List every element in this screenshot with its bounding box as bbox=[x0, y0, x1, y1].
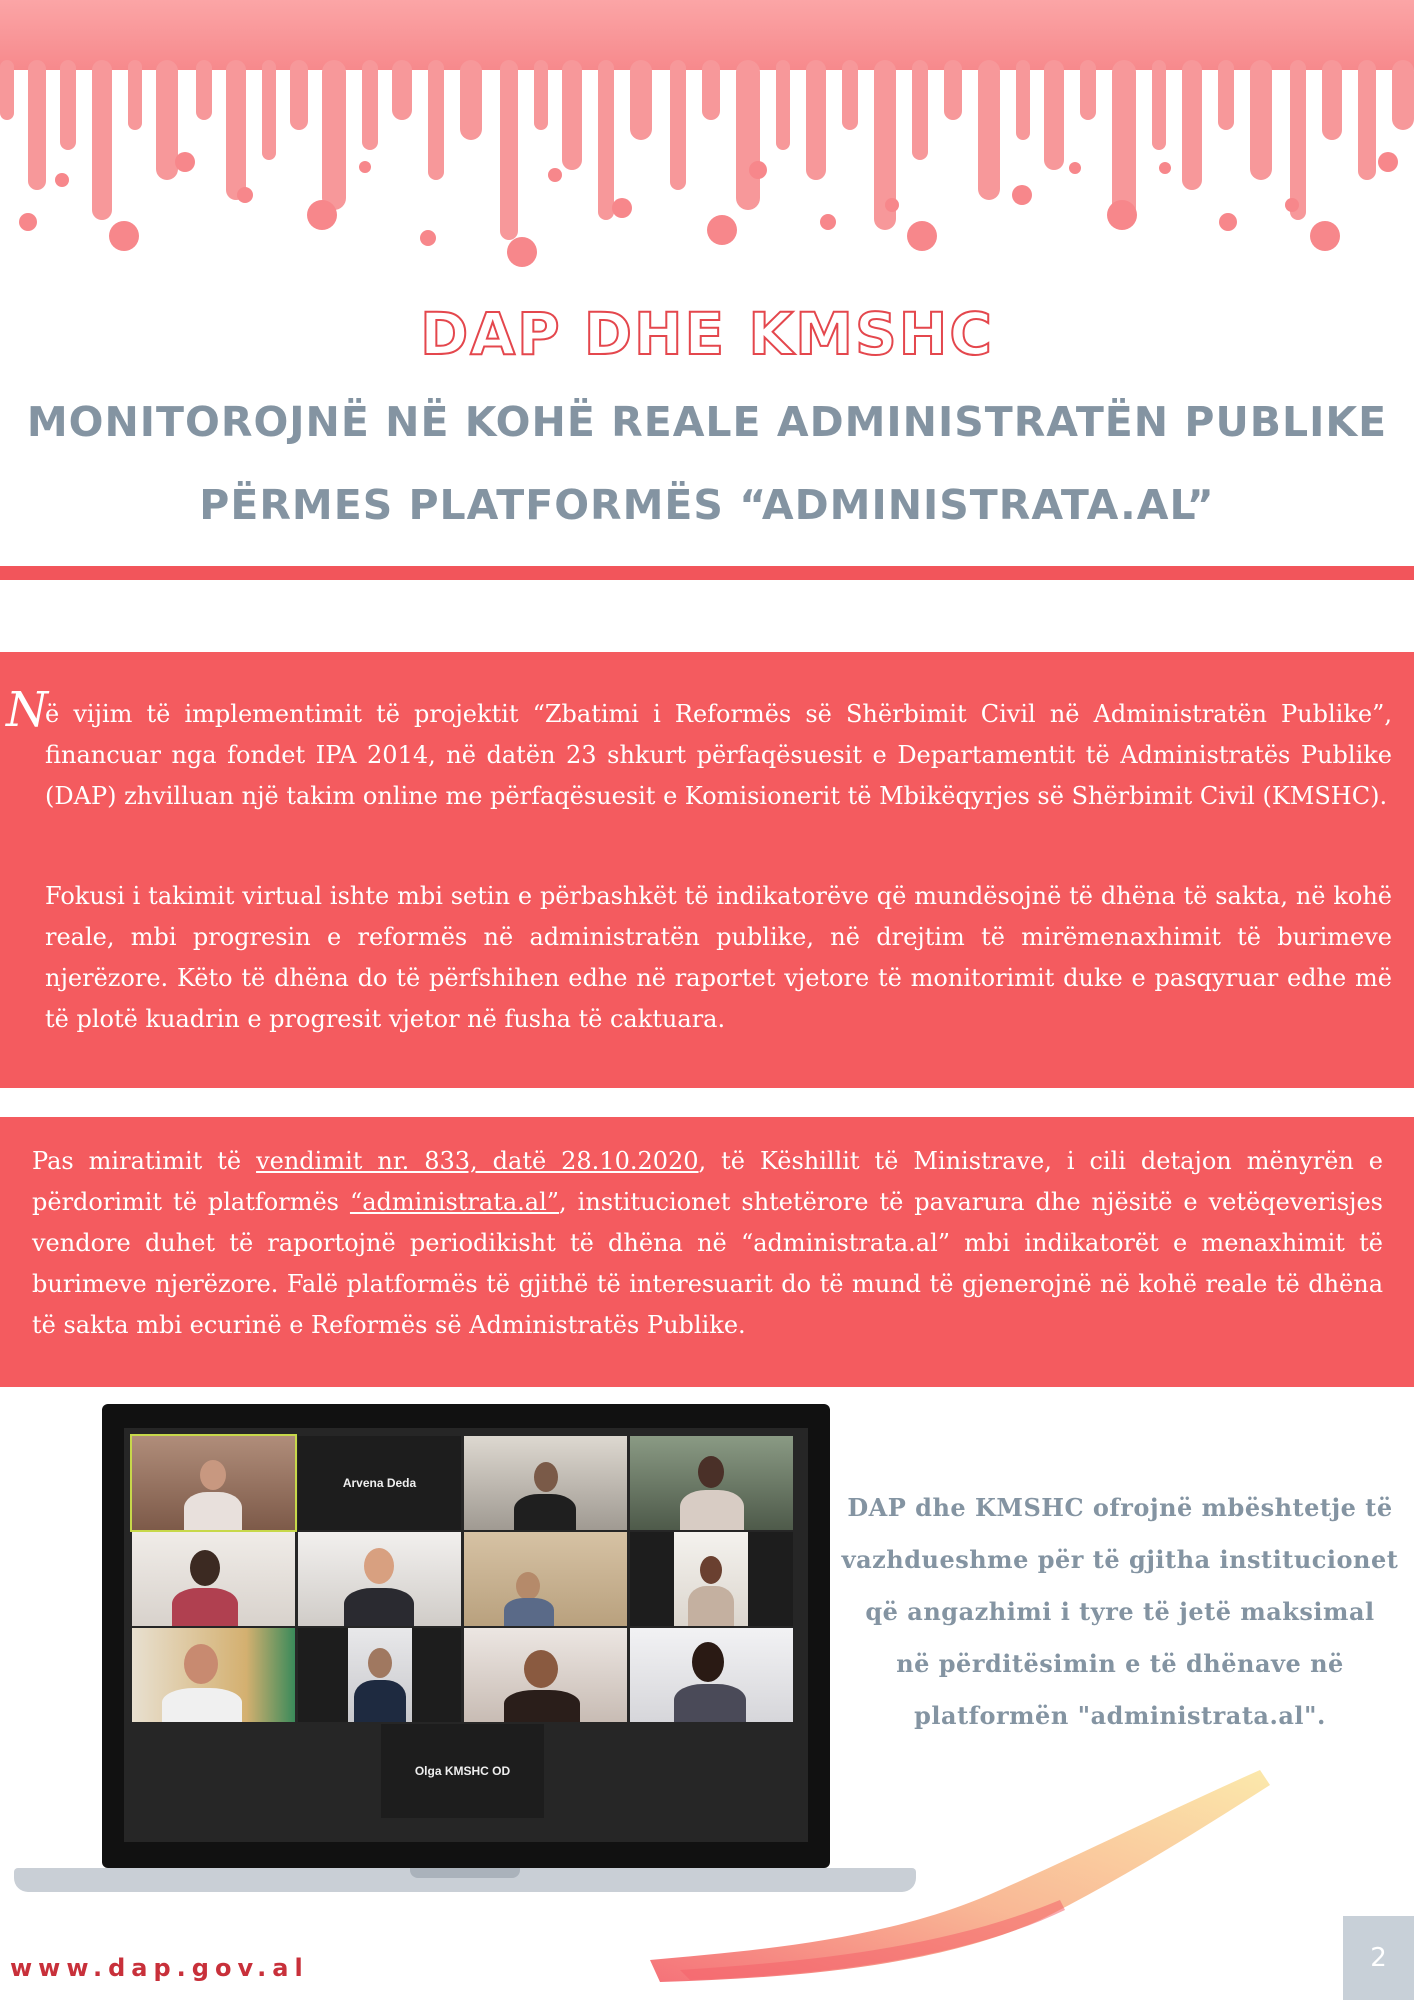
video-tile bbox=[298, 1628, 461, 1722]
video-tile bbox=[298, 1436, 461, 1530]
paragraph-focus: Fokusi i takimit virtual ishte mbi setin e përbashkët të indikatorëve që mundësojnë të dhëna të sakta, në kohë reale, mbi progresin e reformës në administratën publike, në drejtim të mirëmenaxhimit të burimeve njerëzore. Këto të dhëna do të përfshihen edhe në raportet vjetore të monitorimit duke e pasqyruar edhe më të plotë kuadrin e progresit vjetor në fusha të caktuara. bbox=[45, 882, 1392, 1033]
video-tile bbox=[132, 1532, 295, 1626]
participant-name: Olga KMSHC OD bbox=[414, 1764, 511, 1778]
subtitle-line-1: MONITOROJNË NË KOHË REALE ADMINISTRATËN PUBLIKE bbox=[26, 398, 1388, 446]
side-caption-line: DAP dhe KMSHC ofrojnë mbështetje të bbox=[847, 1493, 1393, 1522]
participant-name: Arvena Deda bbox=[342, 1476, 417, 1490]
main-title: DAP DHE KMSHC bbox=[420, 300, 994, 368]
video-tile bbox=[381, 1724, 544, 1818]
brush-stroke-decoration bbox=[640, 1750, 1280, 1990]
decision-panel bbox=[0, 1117, 1414, 1387]
drop-cap: N bbox=[6, 682, 48, 738]
side-caption bbox=[830, 1482, 1410, 1742]
video-tile bbox=[298, 1532, 461, 1626]
decision-text-b: , të Këshillit të Ministrave, i cili detajon mënyrën e përdorimit të platformës bbox=[32, 1147, 1383, 1216]
subtitle-line-2: PËRMES PLATFORMËS “ADMINISTRATA.AL” bbox=[199, 481, 1215, 529]
title-divider bbox=[0, 566, 1414, 580]
decision-text-c: , institucionet shtetërore të pavarura dhe njësitë e vetëqeverisjes vendore duhet të raportojnë periodikisht të dhëna në “administrata.al” mbi indikatorët e menaxhimit të burimeve njerëzore. Falë platformës të gjithë të interesuarit do të mund të gjenerojnë në kohë reale të dhëna të sakta mbi ecurinë e Reformës së Administratës Publike. bbox=[32, 1188, 1383, 1339]
footer-website-link[interactable]: www.dap.gov.al bbox=[10, 1954, 309, 1982]
platform-link[interactable]: “administrata.al” bbox=[349, 1188, 560, 1216]
video-tile bbox=[630, 1532, 793, 1626]
page-number: 2 bbox=[1343, 1916, 1414, 2000]
paragraph-meeting: ë vijim të implementimit të projektit “Zbatimi i Reformës së Shërbimit Civil në Administratën Publike”, financuar nga fondet IPA 2014, në datën 23 shkurt përfaqësuesit e Departamentit të Administratës Publike (DAP) zhvilluan një takim online me përfaqësuesit e Komisionerit të Mbikëqyrjes së Shërbimit Civil (KMSHC). bbox=[45, 700, 1392, 810]
side-caption-line: që angazhimi i tyre të jetë maksimal bbox=[865, 1597, 1375, 1626]
video-tile bbox=[132, 1628, 295, 1722]
drip-header-decoration bbox=[0, 0, 1414, 290]
video-tile bbox=[630, 1436, 793, 1530]
video-tile bbox=[630, 1628, 793, 1722]
side-caption-line: vazhdueshme për të gjitha institucionet bbox=[841, 1545, 1399, 1574]
side-caption-line: platformën "administrata.al". bbox=[914, 1701, 1326, 1730]
video-tile bbox=[132, 1436, 295, 1530]
laptop-notch bbox=[410, 1868, 520, 1878]
decision-text-a: Pas miratimit të bbox=[32, 1147, 257, 1175]
decision-link[interactable]: vendimit nr. 833, datë 28.10.2020 bbox=[256, 1147, 699, 1175]
paragraph-decision bbox=[32, 1141, 1383, 1346]
side-caption-line: në përditësimin e të dhënave në bbox=[896, 1649, 1344, 1678]
intro-panel bbox=[0, 652, 1414, 1088]
video-tile bbox=[464, 1628, 627, 1722]
video-tile bbox=[464, 1436, 627, 1530]
video-tile bbox=[464, 1532, 627, 1626]
